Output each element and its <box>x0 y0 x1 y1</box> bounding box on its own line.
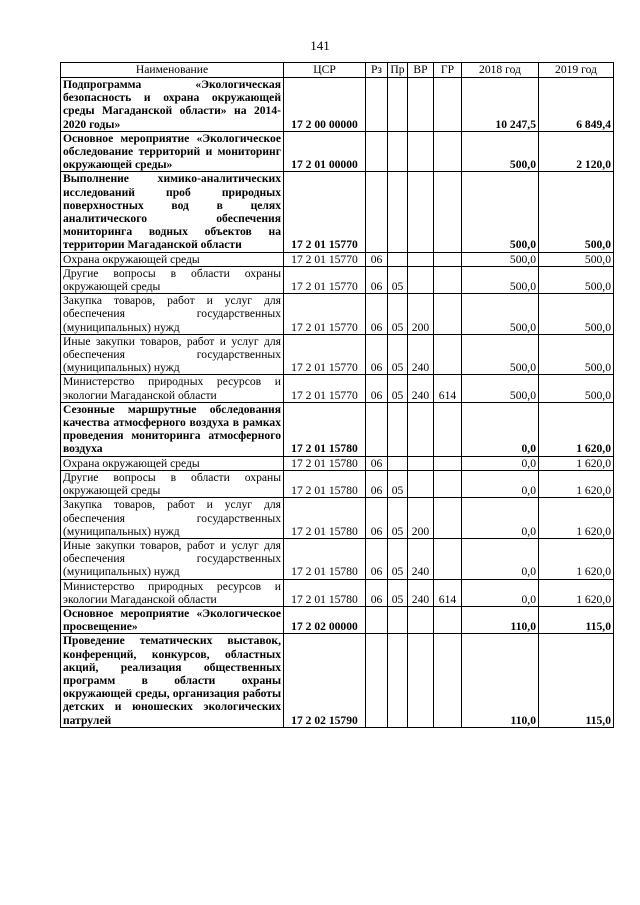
table-row <box>61 606 614 633</box>
cell-gr <box>434 634 462 727</box>
cell-name: Выполнение химико-аналитических исследований проб природных поверхностных вод в целях аналитического обеспечения мониторинга водных объектов на территории Магаданской области <box>61 172 284 252</box>
cell-rz: 06 <box>366 294 388 335</box>
table-row <box>61 456 614 470</box>
cell-2019: 115,0 <box>539 634 614 727</box>
header-gr: ГР <box>434 63 462 78</box>
cell-2019: 1 620,0 <box>539 579 614 606</box>
cell-csr: 17 2 01 15770 <box>284 294 366 335</box>
cell-rz: 06 <box>366 334 388 375</box>
cell-2018: 0,0 <box>462 402 539 456</box>
cell-vr <box>408 634 434 727</box>
cell-name: Иные закупки товаров, работ и услуг для обеспечения государственных (муниципальных) нужд <box>61 334 284 375</box>
cell-rz <box>366 606 388 633</box>
cell-vr: 200 <box>408 294 434 335</box>
cell-gr <box>434 78 462 132</box>
cell-csr: 17 2 01 15770 <box>284 252 366 266</box>
cell-vr <box>408 266 434 293</box>
cell-name: Другие вопросы в области охраны окружающей среды <box>61 470 284 497</box>
cell-pr <box>388 131 408 172</box>
cell-2018: 0,0 <box>462 456 539 470</box>
cell-csr: 17 2 01 15770 <box>284 266 366 293</box>
cell-vr: 240 <box>408 579 434 606</box>
cell-vr: 240 <box>408 538 434 579</box>
cell-2018: 500,0 <box>462 266 539 293</box>
cell-2019: 1 620,0 <box>539 402 614 456</box>
cell-csr: 17 2 01 15780 <box>284 402 366 456</box>
cell-pr <box>388 634 408 727</box>
cell-2018: 110,0 <box>462 634 539 727</box>
header-csr: ЦСР <box>284 63 366 78</box>
cell-csr: 17 2 01 15780 <box>284 538 366 579</box>
cell-pr: 05 <box>388 538 408 579</box>
table-row <box>61 266 614 293</box>
cell-pr <box>388 252 408 266</box>
table-row <box>61 470 614 497</box>
cell-name: Сезонные маршрутные обследования качества атмосферного воздуха в рамках проведения мониторинга атмосферного воздуха <box>61 402 284 456</box>
cell-2019: 6 849,4 <box>539 78 614 132</box>
header-name: Наименование <box>61 63 284 78</box>
header-2018: 2018 год <box>462 63 539 78</box>
cell-name: Министерство природных ресурсов и экологии Магаданской области <box>61 579 284 606</box>
table-row <box>61 78 614 132</box>
table-header-row <box>61 63 614 78</box>
cell-gr: 614 <box>434 579 462 606</box>
cell-gr <box>434 538 462 579</box>
cell-gr <box>434 470 462 497</box>
cell-gr <box>434 402 462 456</box>
cell-2019: 1 620,0 <box>539 498 614 539</box>
cell-csr: 17 2 01 15770 <box>284 172 366 252</box>
cell-vr <box>408 172 434 252</box>
cell-vr <box>408 402 434 456</box>
cell-2019: 500,0 <box>539 334 614 375</box>
table-row <box>61 334 614 375</box>
cell-vr <box>408 470 434 497</box>
cell-2019: 115,0 <box>539 606 614 633</box>
header-pr: Пр <box>388 63 408 78</box>
cell-rz: 06 <box>366 579 388 606</box>
cell-pr: 05 <box>388 266 408 293</box>
cell-2018: 0,0 <box>462 498 539 539</box>
table-row <box>61 375 614 402</box>
cell-vr: 240 <box>408 334 434 375</box>
cell-csr: 17 2 01 15770 <box>284 375 366 402</box>
cell-2018: 500,0 <box>462 131 539 172</box>
cell-2019: 500,0 <box>539 375 614 402</box>
cell-gr <box>434 334 462 375</box>
cell-gr <box>434 252 462 266</box>
page-number: 141 <box>310 38 330 53</box>
cell-rz <box>366 131 388 172</box>
cell-pr: 05 <box>388 334 408 375</box>
table-row <box>61 172 614 252</box>
cell-csr: 17 2 02 00000 <box>284 606 366 633</box>
cell-gr <box>434 131 462 172</box>
cell-vr <box>408 456 434 470</box>
cell-pr: 05 <box>388 294 408 335</box>
cell-rz: 06 <box>366 266 388 293</box>
cell-2019: 500,0 <box>539 172 614 252</box>
cell-name: Другие вопросы в области охраны окружающей среды <box>61 266 284 293</box>
cell-pr: 05 <box>388 470 408 497</box>
cell-vr <box>408 78 434 132</box>
cell-name: Закупка товаров, работ и услуг для обеспечения государственных (муниципальных) нужд <box>61 498 284 539</box>
cell-vr <box>408 131 434 172</box>
cell-2018: 500,0 <box>462 252 539 266</box>
cell-name: Основное мероприятие «Экологическое обследование территорий и мониторинг окружающей среды» <box>61 131 284 172</box>
cell-rz <box>366 78 388 132</box>
cell-gr <box>434 294 462 335</box>
cell-pr <box>388 78 408 132</box>
cell-name: Закупка товаров, работ и услуг для обеспечения государственных (муниципальных) нужд <box>61 294 284 335</box>
cell-vr: 200 <box>408 498 434 539</box>
table-row <box>61 402 614 456</box>
cell-pr: 05 <box>388 498 408 539</box>
cell-2018: 500,0 <box>462 334 539 375</box>
cell-name: Охрана окружающей среды <box>61 252 284 266</box>
cell-2019: 1 620,0 <box>539 470 614 497</box>
cell-csr: 17 2 00 00000 <box>284 78 366 132</box>
cell-csr: 17 2 02 15790 <box>284 634 366 727</box>
cell-pr: 05 <box>388 579 408 606</box>
cell-rz <box>366 402 388 456</box>
cell-2018: 500,0 <box>462 375 539 402</box>
cell-rz: 06 <box>366 375 388 402</box>
cell-csr: 17 2 01 15780 <box>284 579 366 606</box>
cell-csr: 17 2 01 15770 <box>284 334 366 375</box>
table-row <box>61 498 614 539</box>
cell-2018: 0,0 <box>462 538 539 579</box>
cell-csr: 17 2 01 15780 <box>284 498 366 539</box>
cell-2019: 1 620,0 <box>539 538 614 579</box>
cell-rz: 06 <box>366 470 388 497</box>
cell-2019: 500,0 <box>539 294 614 335</box>
table-row <box>61 538 614 579</box>
budget-table <box>60 62 614 728</box>
cell-2019: 500,0 <box>539 252 614 266</box>
cell-2018: 0,0 <box>462 579 539 606</box>
cell-vr <box>408 252 434 266</box>
cell-pr <box>388 172 408 252</box>
cell-2018: 500,0 <box>462 294 539 335</box>
cell-csr: 17 2 01 15780 <box>284 470 366 497</box>
cell-rz: 06 <box>366 538 388 579</box>
cell-csr: 17 2 01 00000 <box>284 131 366 172</box>
cell-gr: 614 <box>434 375 462 402</box>
cell-pr: 05 <box>388 375 408 402</box>
cell-name: Министерство природных ресурсов и экологии Магаданской области <box>61 375 284 402</box>
cell-2018: 500,0 <box>462 172 539 252</box>
table-row <box>61 294 614 335</box>
cell-2018: 110,0 <box>462 606 539 633</box>
header-2019: 2019 год <box>539 63 614 78</box>
cell-csr: 17 2 01 15780 <box>284 456 366 470</box>
cell-pr <box>388 402 408 456</box>
cell-2019: 2 120,0 <box>539 131 614 172</box>
cell-gr <box>434 606 462 633</box>
cell-2018: 10 247,5 <box>462 78 539 132</box>
cell-2019: 1 620,0 <box>539 456 614 470</box>
cell-vr <box>408 606 434 633</box>
cell-2019: 500,0 <box>539 266 614 293</box>
cell-rz <box>366 634 388 727</box>
cell-rz <box>366 172 388 252</box>
header-vr: ВР <box>408 63 434 78</box>
cell-rz: 06 <box>366 498 388 539</box>
header-rz: Рз <box>366 63 388 78</box>
cell-pr <box>388 606 408 633</box>
cell-vr: 240 <box>408 375 434 402</box>
table-row <box>61 579 614 606</box>
cell-rz: 06 <box>366 456 388 470</box>
cell-gr <box>434 498 462 539</box>
table-row <box>61 131 614 172</box>
cell-gr <box>434 266 462 293</box>
cell-pr <box>388 456 408 470</box>
cell-name: Подпрограмма «Экологическая безопасность и охрана окружающей среды Магаданской области» на 2014-2020 годы» <box>61 78 284 132</box>
cell-gr <box>434 456 462 470</box>
cell-name: Проведение тематических выставок, конференций, конкурсов, областных акций, реализация общественных программ в области охраны окружающей среды, организация работы детских и юношеских экологических патрулей <box>61 634 284 727</box>
cell-name: Основное мероприятие «Экологическое просвещение» <box>61 606 284 633</box>
cell-gr <box>434 172 462 252</box>
table-row <box>61 252 614 266</box>
cell-name: Охрана окружающей среды <box>61 456 284 470</box>
cell-name: Иные закупки товаров, работ и услуг для обеспечения государственных (муниципальных) нужд <box>61 538 284 579</box>
table-row <box>61 634 614 727</box>
cell-2018: 0,0 <box>462 470 539 497</box>
cell-rz: 06 <box>366 252 388 266</box>
